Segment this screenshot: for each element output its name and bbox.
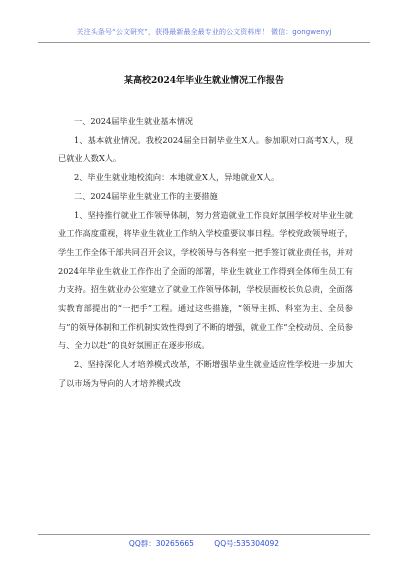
paragraph: 1、坚持推行就业工作领导体制，努力营造就业工作良好氛围学校对毕业生就业工作高度重视，将毕业生就业工作纳入学校重要议事日程。学校党政领导班子，学生工作全体干部共同召开会议，学校领导与各科室一把手签订就业责任书，并对2024年毕业生就业工作作出了全面的部署，毕业生就业工作得到全体师生员工有力支持。招生就业办公室建立了就业工作领导体制，学校层面校长负总责，全面落实教育部提出的“一把手”工程。通过这些措施，“领导主抓、科室为主、全员参与”的领导体制和工作机制实效性得到了不断的增强，就业工作“全校动员、全员参与、全力以赴”的良好氛围正在逐步形成。 — [58, 209, 353, 351]
header-notice: 关注头条号“公文研究”，获得最新最全最专业的公文资料库！ 微信：gongwenyj — [76, 28, 332, 36]
section-heading: 二、2024届毕业生就业工作的主要措施 — [74, 190, 218, 201]
paragraph: 2、毕业生就业地校流向：本地就业X人，异地就业X人。 — [74, 172, 280, 183]
footer-contact — [0, 538, 408, 549]
section-heading: 一、2024届毕业生就业基本情况 — [74, 116, 194, 126]
paragraph: 1、基本就业情况。我校2024届全日制毕业生X人。参加职对口高考X人，现已就业人数X人。 — [58, 134, 353, 164]
paragraph: 2、坚持深化人才培养模式改革，不断增强毕业生就业适应性学校进一步加大了以市场为导向的人才培养模式改 — [58, 359, 353, 388]
qq-group-number: QQ群：30265665 — [128, 539, 194, 548]
document-title: 某高校2024年毕业生就业情况工作报告 — [123, 76, 285, 86]
qq-number: QQ号:535304092 — [214, 539, 280, 548]
footer-divider — [38, 534, 370, 535]
document-body — [58, 112, 353, 393]
header-divider — [38, 42, 370, 43]
